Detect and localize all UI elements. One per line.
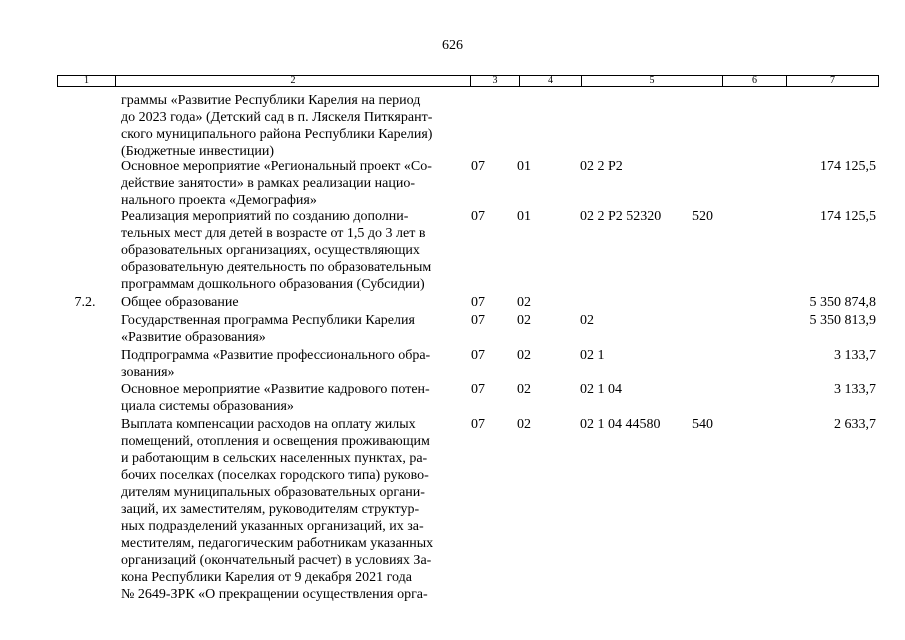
expense-type: 520 [692,209,713,224]
row-description: Государственная программа Республики Карелия «Развитие образования» [121,313,415,345]
section-code: 07 [471,159,485,174]
section-number: 7.2. [74,295,96,310]
section-code: 07 [471,295,485,310]
header-col-3: 3 [471,76,520,86]
target-article: 02 1 [580,348,605,363]
subsection-code: 02 [517,313,531,328]
section-code: 07 [471,382,485,397]
subsection-code: 02 [517,348,531,363]
row-description: граммы «Развитие Республики Карелия на период до 2023 года» (Детский сад в п. Ляскеля Питкярант- ского муниципального района Республики Карелия) (Бюджетные инвестиции) [121,93,433,159]
amount: 174 125,5 [820,209,876,224]
expense-type: 540 [692,417,713,432]
header-col-4: 4 [520,76,582,86]
section-code: 07 [471,417,485,432]
header-col-7: 7 [830,75,835,86]
amount: 3 133,7 [834,348,876,363]
row-description: Общее образование [121,295,239,310]
subsection-code: 02 [517,295,531,310]
amount: 3 133,7 [834,382,876,397]
row-description: Подпрограмма «Развитие профессионального обра- зования» [121,348,431,380]
row-description: Основное мероприятие «Региональный проект «Со- действие занятости» в рамках реализации нацио- нального проекта «Демография» [121,159,432,208]
target-article: 02 [580,313,594,328]
subsection-code: 02 [517,417,531,432]
header-col-1: 1 [58,76,116,86]
target-article: 02 1 04 [580,382,622,397]
header-col-6: 6 [723,76,787,86]
subsection-code: 01 [517,209,531,224]
table-header [57,75,879,87]
page-number: 626 [442,38,463,53]
row-description: Выплата компенсации расходов на оплату жилых помещений, отопления и освещения проживающим и работающим в сельских населенных пунктах, ра- бочих поселках (поселках городского типа) руково- дителям муниципальных образовательных органи- заций, их заместителям, руководителям структур- ных подразделений указанных организаций, их за- местителям, педагогическим работникам указанных организаций (окончательный расчет) в условиях За- кона Республики Карелия от 9 декабря 2021 года № 2649-ЗРК «О прекращении осуществления орга- [121,417,434,602]
row-description: Основное мероприятие «Развитие кадрового потен- циала системы образования» [121,382,430,414]
section-code: 07 [471,313,485,328]
subsection-code: 01 [517,159,531,174]
amount: 174 125,5 [820,159,876,174]
section-code: 07 [471,348,485,363]
amount: 5 350 874,8 [809,295,876,310]
section-code: 07 [471,209,485,224]
header-col-5: 5 [582,76,723,86]
target-article: 02 2 Р2 52320 [580,209,662,224]
subsection-code: 02 [517,382,531,397]
amount: 2 633,7 [834,417,876,432]
header-col-2: 2 [116,76,471,86]
target-article: 02 1 04 44580 [580,417,661,432]
target-article: 02 2 Р2 [580,159,623,174]
amount: 5 350 813,9 [809,313,876,328]
row-description: Реализация мероприятий по созданию дополни- тельных мест для детей в возрасте от 1,5 до 3 лет в образовательных организациях, осуществляющих образовательную деятельность по образовательным программам дошкольного образования (Субсидии) [121,209,432,292]
